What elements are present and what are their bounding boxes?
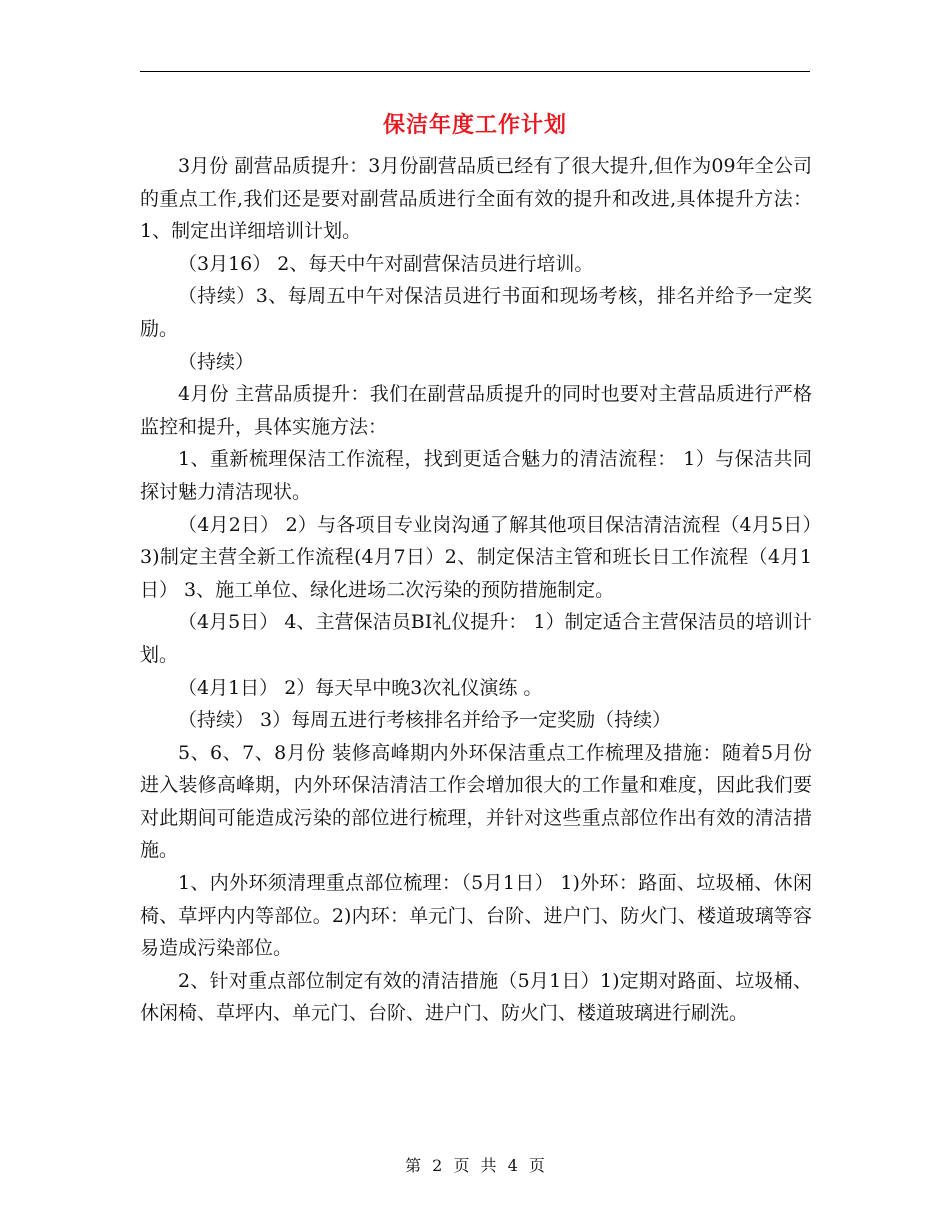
paragraph: （持续） 3）每周五进行考核排名并给予一定奖励（持续） xyxy=(178,709,672,732)
page-number: 第 2 页 共 4 页 xyxy=(405,1156,545,1175)
paragraph: 4月份 主营品质提升：我们在副营品质提升的同时也要对主营品质进行严格监控和提升，具体实施方法： xyxy=(140,383,812,438)
document-title: 保洁年度工作计划 xyxy=(382,112,567,138)
paragraph: 1、重新梳理保洁工作流程，找到更适合魅力的清洁流程： 1）与保洁共同探讨魅力清洁现状。 xyxy=(140,448,812,503)
paragraph: 2、针对重点部位制定有效的清洁措施（5月1日）1)定期对路面、垃圾桶、休闲椅、草坪内、单元门、台阶、进户门、防火门、楼道玻璃进行刷洗。 xyxy=(140,969,812,1025)
paragraph: 1、内外环须清理重点部位梳理：（5月1日） 1)外环：路面、垃圾桶、休闲椅、草坪内内等部位。2)内环：单元门、台阶、进户门、防火门、楼道玻璃等容易造成污染部位。 xyxy=(140,872,812,960)
paragraph: 5、6、7、8月份 装修高峰期内外环保洁重点工作梳理及措施：随着5月份进入装修高峰期，内外环保洁清洁工作会增加很大的工作量和难度，因此我们要对此期间可能造成污染的部位进行梳理，并针对这些重点部位作出有效的清洁措施。 xyxy=(140,741,812,862)
paragraph: （4月2日） 2）与各项目专业岗沟通了解其他项目保洁清洁流程（4月5日）3)制定主营全新工作流程(4月7日）2、制定保洁主管和班长日工作流程（4月1日） 3、施工单位、绿化进场二次污染的预防措施制定。 xyxy=(140,513,812,601)
header-rule xyxy=(140,71,810,72)
paragraph: （持续）3、每周五中午对保洁员进行书面和现场考核，排名并给予一定奖励。 xyxy=(140,285,812,340)
paragraph: （3月16） 2、每天中午对副营保洁员进行培训。 xyxy=(178,252,594,275)
paragraph: 3月份 副营品质提升：3月份副营品质已经有了很大提升,但作为09年全公司的重点工作,我们还是要对副营品质进行全面有效的提升和改进,具体提升方法：1、制定出详细培训计划。 xyxy=(140,155,812,243)
paragraph: （持续） xyxy=(178,350,255,373)
paragraph: （4月1日） 2）每天早中晚3次礼仪演练 。 xyxy=(178,676,543,699)
document-body xyxy=(140,150,812,1030)
paragraph: （4月5日） 4、主营保洁员BI礼仪提升： 1）制定适合主营保洁员的培训计划。 xyxy=(140,611,812,666)
